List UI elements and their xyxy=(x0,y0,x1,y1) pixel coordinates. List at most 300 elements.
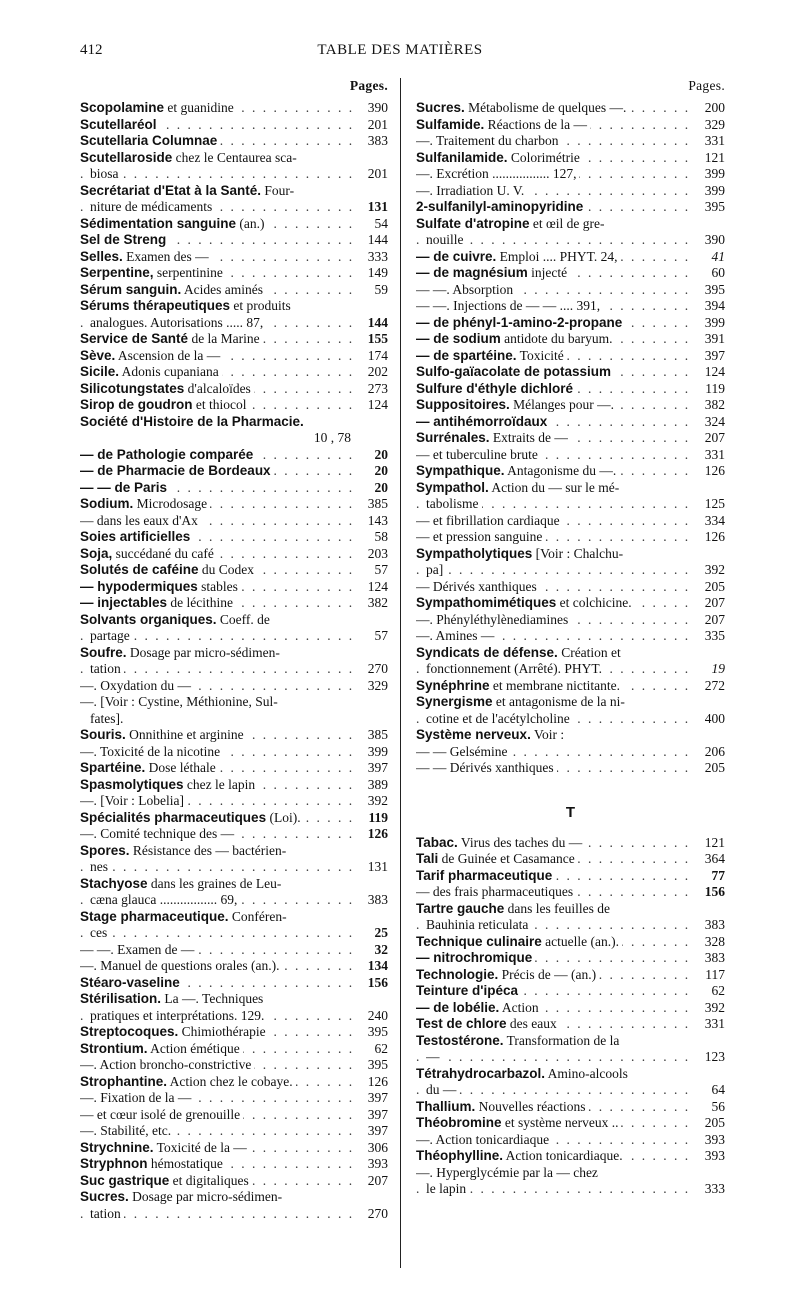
entry-page: 143 xyxy=(365,513,388,530)
entry-detail: des eaux xyxy=(506,1016,557,1031)
entry-page: 56 xyxy=(709,1099,726,1116)
entry-page: 392 xyxy=(365,793,388,810)
entry-text xyxy=(416,183,527,200)
entry-detail: pratiques et interprétations. 129. xyxy=(90,1007,265,1023)
index-entry xyxy=(80,529,388,546)
entry-detail: Dose léthale xyxy=(145,760,216,775)
page-number: 412 xyxy=(80,42,103,58)
entry-text xyxy=(416,150,583,167)
entry-detail: Amino-alcools xyxy=(545,1065,628,1081)
entry-text xyxy=(416,397,617,414)
entry-text xyxy=(416,934,622,951)
entry-detail: injecté xyxy=(527,265,568,280)
index-entry xyxy=(80,282,388,299)
index-entry xyxy=(416,1181,725,1198)
entry-text xyxy=(80,694,281,711)
entry-detail: Action émétique xyxy=(147,1040,240,1056)
entry-text xyxy=(80,958,282,975)
entry-text xyxy=(80,496,210,513)
entry-page: 331 xyxy=(702,447,725,464)
entry-page: 395 xyxy=(365,1057,388,1074)
entry-detail: — et cœur isolé de grenouille xyxy=(80,1106,241,1122)
entry-text xyxy=(80,975,183,992)
entry-detail: Voir : xyxy=(530,727,565,742)
entry-text xyxy=(80,150,300,167)
entry-heading: Solvants organiques. xyxy=(80,611,217,627)
index-entry xyxy=(80,381,388,398)
index-entry xyxy=(416,1016,725,1033)
index-entry xyxy=(80,975,388,992)
index-entry xyxy=(416,513,725,530)
entry-text xyxy=(90,711,126,728)
entry-detail: cæna glauca ................. 69, xyxy=(90,892,238,907)
entry-detail: Four- xyxy=(261,182,295,198)
entry-page: 207 xyxy=(702,595,725,612)
entry-detail: — — Gelsémine xyxy=(416,743,508,759)
index-entry xyxy=(80,1041,388,1058)
entry-detail: fonctionnement (Arrêté). PHYT. xyxy=(426,661,602,676)
entry-page: 119 xyxy=(365,810,388,827)
entry-detail: Action chez le cobaye. xyxy=(167,1073,293,1089)
entry-detail: —. [Voir : Lobelia] xyxy=(80,793,184,808)
entry-text xyxy=(416,216,607,233)
entry-heading: — de phényl-1-amino-2-propane xyxy=(416,314,623,330)
entry-page: 393 xyxy=(702,1132,725,1149)
entry-detail: Ascension de la — xyxy=(115,347,221,363)
entry-heading: — de spartéine. xyxy=(416,347,517,363)
entry-text xyxy=(80,249,212,266)
index-entry xyxy=(416,661,725,678)
index-entry xyxy=(80,711,388,728)
entry-detail: —. Manuel de questions orales (an.). xyxy=(80,958,280,973)
entry-text xyxy=(80,1074,296,1091)
entry-detail: antidote du baryum. xyxy=(500,331,613,346)
entry-text xyxy=(416,199,586,216)
entry-detail: — et fibrillation cardiaque xyxy=(416,512,560,528)
leader-dots xyxy=(80,859,354,876)
entry-detail: dans les graines de Leu- xyxy=(147,875,282,891)
entry-heading: — de lobélie. xyxy=(416,999,500,1015)
index-entry xyxy=(416,1049,725,1066)
entry-text xyxy=(416,694,628,711)
entry-heading: — injectables xyxy=(80,595,168,610)
entry-text xyxy=(426,1082,459,1099)
index-entry xyxy=(416,694,725,711)
entry-detail: Nouvelles réactions xyxy=(475,1098,586,1114)
index-entry xyxy=(416,331,725,348)
entry-detail: — —. Examen de — xyxy=(80,941,195,957)
index-entry xyxy=(80,447,388,464)
index-entry xyxy=(416,430,725,447)
entry-text xyxy=(416,282,516,299)
entry-heading: Technologie. xyxy=(416,966,499,982)
entry-text xyxy=(80,1090,194,1107)
entry-text xyxy=(90,925,110,942)
index-entry xyxy=(80,1173,388,1190)
index-entry xyxy=(416,1000,725,1017)
index-entry xyxy=(416,397,725,414)
entry-page: 25 xyxy=(372,925,389,942)
index-entry xyxy=(416,727,725,744)
entry-text xyxy=(416,513,563,530)
entry-heading: Sympatholytiques xyxy=(416,545,533,561)
entry-detail: —. Hyperglycémie par la — chez xyxy=(416,1164,598,1180)
leader-dots xyxy=(80,925,354,942)
entry-heading: — nitrochromique xyxy=(416,950,533,965)
entry-heading: Sympathomimétiques xyxy=(416,595,557,610)
entry-heading: Technique culinaire xyxy=(416,933,542,949)
index-entry xyxy=(80,1008,388,1025)
index-entry xyxy=(80,909,388,926)
index-entry xyxy=(80,430,388,447)
entry-text xyxy=(416,315,625,332)
entry-detail: succédané du café xyxy=(112,545,214,561)
entry-page: 385 xyxy=(365,727,388,744)
entry-heading: Stage pharmaceutique. xyxy=(80,908,229,924)
index-entry xyxy=(416,1115,725,1132)
index-entry xyxy=(80,513,388,530)
index-entry xyxy=(416,760,725,777)
index-entry xyxy=(416,265,725,282)
entry-page: 57 xyxy=(372,628,389,645)
entry-page: 60 xyxy=(709,265,726,282)
entry-page: 32 xyxy=(372,942,389,959)
entry-detail: —. Amines — xyxy=(416,628,495,643)
index-entry xyxy=(416,133,725,150)
index-entry xyxy=(80,942,388,959)
entry-heading: Sève. xyxy=(80,347,116,363)
entry-heading: Strophantine. xyxy=(80,1073,167,1089)
entry-page: 329 xyxy=(365,678,388,695)
index-entry xyxy=(416,934,725,951)
entry-page: 155 xyxy=(365,331,388,348)
entry-text xyxy=(416,595,635,612)
entry-page: 385 xyxy=(365,496,388,513)
entry-page: 394 xyxy=(702,298,725,315)
index-entry xyxy=(416,249,725,266)
entry-text xyxy=(416,1148,626,1165)
entry-page: 207 xyxy=(702,430,725,447)
entry-page: 126 xyxy=(365,1074,388,1091)
entry-text xyxy=(416,546,626,563)
entry-detail: —. Stabilité, etc. xyxy=(80,1123,172,1138)
entry-heading: 2-sulfanilyl-aminopyridine xyxy=(416,199,584,214)
entry-text xyxy=(80,612,273,629)
entry-heading: Tartre gauche xyxy=(416,900,505,916)
entry-text xyxy=(80,678,194,695)
index-entry xyxy=(80,645,388,662)
entry-page: 324 xyxy=(702,414,725,431)
entry-page: 331 xyxy=(702,133,725,150)
index-entry xyxy=(416,298,725,315)
entry-heading: Tétrahydrocarbazol. xyxy=(416,1065,546,1081)
entry-detail: et guanidine xyxy=(164,100,234,115)
entry-detail: — des frais pharmaceutiques xyxy=(416,884,574,899)
index-entry xyxy=(416,282,725,299)
index-entry xyxy=(416,100,725,117)
entry-text xyxy=(416,1000,542,1017)
pages-label: Pages. xyxy=(688,78,725,93)
index-entry xyxy=(416,463,725,480)
index-entry xyxy=(80,1206,388,1223)
entry-heading: Suc gastrique xyxy=(80,1172,170,1188)
index-entry xyxy=(416,480,725,497)
entry-detail: — — Dérivés xanthiques xyxy=(416,760,554,775)
index-entry xyxy=(416,183,725,200)
entry-heading: Sympathol. xyxy=(416,479,489,495)
entry-text xyxy=(80,909,290,926)
entry-page: 391 xyxy=(702,331,725,348)
index-entry xyxy=(80,216,388,233)
entry-text xyxy=(416,645,624,662)
entry-text xyxy=(80,579,241,596)
entry-page: 205 xyxy=(702,579,725,596)
entry-detail: et membrane nictitante. xyxy=(489,677,620,693)
index-entry xyxy=(416,645,725,662)
entry-detail: Acides aminés xyxy=(181,281,264,297)
entry-text xyxy=(416,983,521,1000)
entry-text xyxy=(416,868,555,885)
entry-detail: ces xyxy=(90,925,108,940)
index-entry xyxy=(416,546,725,563)
entry-detail: stables xyxy=(197,578,238,594)
entry-text xyxy=(416,1016,560,1033)
index-entry xyxy=(416,835,725,852)
entry-text xyxy=(80,331,263,348)
entry-text xyxy=(80,826,237,843)
entry-text xyxy=(416,381,576,398)
entry-detail: et produits xyxy=(230,298,291,313)
entry-text xyxy=(80,397,250,414)
entry-text xyxy=(416,1165,601,1182)
index-list-t xyxy=(416,835,725,1198)
index-entry xyxy=(80,612,388,629)
entry-detail: partage xyxy=(90,628,130,643)
entry-heading: Test de chlore xyxy=(416,1016,507,1031)
entry-text xyxy=(416,348,567,365)
entry-text xyxy=(80,216,268,233)
entry-detail: Précis de — (an.) xyxy=(498,966,597,982)
leader-dots xyxy=(416,562,691,579)
index-entry xyxy=(416,612,725,629)
entry-page: 270 xyxy=(365,661,388,678)
entry-page: 306 xyxy=(365,1140,388,1157)
entry-text xyxy=(80,133,220,150)
entry-page: 383 xyxy=(702,950,725,967)
index-entry xyxy=(416,1033,725,1050)
entry-text xyxy=(416,331,616,348)
entry-text xyxy=(416,1099,588,1116)
entry-detail: chez le lapin xyxy=(183,776,256,792)
index-entry xyxy=(416,1132,725,1149)
entry-detail: —. Traitement du charbon xyxy=(416,133,559,148)
index-entry xyxy=(416,595,725,612)
entry-text xyxy=(80,777,258,794)
entry-text xyxy=(416,249,621,266)
entry-heading: Synéphrine xyxy=(416,677,490,693)
index-entry xyxy=(416,868,725,885)
index-entry xyxy=(80,579,388,596)
entry-page: 397 xyxy=(702,348,725,365)
entry-text xyxy=(416,967,599,984)
index-entry xyxy=(416,364,725,381)
entry-detail: tation xyxy=(90,1205,121,1221)
entry-page: 333 xyxy=(702,1181,725,1198)
entry-page: 395 xyxy=(365,1024,388,1041)
index-entry xyxy=(80,150,388,167)
entry-detail: Examen des — xyxy=(122,248,209,264)
index-entry xyxy=(416,414,725,431)
entry-detail: Antagonisme du —. xyxy=(504,463,617,478)
entry-text xyxy=(90,628,133,645)
index-entry xyxy=(80,1123,388,1140)
entry-text xyxy=(80,265,226,282)
entry-detail: et digitaliques xyxy=(169,1172,249,1188)
entry-page: 119 xyxy=(702,381,725,398)
entry-text xyxy=(90,199,215,216)
index-entry xyxy=(416,579,725,596)
entry-page: 395 xyxy=(702,282,725,299)
entry-heading: Strontium. xyxy=(80,1040,148,1056)
index-entry xyxy=(80,694,388,711)
index-list-right xyxy=(416,100,725,777)
entry-heading: Selles. xyxy=(80,248,123,264)
index-entry xyxy=(80,777,388,794)
entry-text xyxy=(416,579,540,596)
entry-detail: Création et xyxy=(557,644,621,660)
entry-text xyxy=(80,480,170,497)
entry-heading: Sucres. xyxy=(416,100,465,115)
entry-text xyxy=(416,678,623,695)
entry-page: 205 xyxy=(702,1115,725,1132)
index-entry xyxy=(80,991,388,1008)
entry-page: 399 xyxy=(702,315,725,332)
index-entry xyxy=(80,133,388,150)
index-entry xyxy=(416,1066,725,1083)
index-entry xyxy=(80,562,388,579)
entry-page: 206 xyxy=(702,744,725,761)
entry-text xyxy=(80,348,223,365)
index-entry xyxy=(416,950,725,967)
entry-text xyxy=(80,381,254,398)
entry-text xyxy=(80,1041,243,1058)
entry-text xyxy=(90,315,266,332)
entry-text xyxy=(416,950,535,967)
entry-heading: Spores. xyxy=(80,842,130,858)
entry-heading: Stachyose xyxy=(80,875,148,891)
column-divider xyxy=(400,78,401,1268)
entry-text xyxy=(416,628,497,645)
entry-detail: Colorimétrie xyxy=(507,149,580,165)
entry-page: 383 xyxy=(702,917,725,934)
entry-text xyxy=(80,1123,174,1140)
index-entry xyxy=(416,711,725,728)
entry-detail: Mélanges pour —. xyxy=(509,397,614,412)
entry-detail: du Codex xyxy=(198,562,255,577)
entry-detail: Réactions de la — xyxy=(484,116,587,132)
entry-heading: Secrétariat d'Etat à la Santé. xyxy=(80,182,262,198)
entry-detail: Coeff. de xyxy=(216,611,270,627)
entry-detail: Action du — sur le mé- xyxy=(488,479,620,495)
entry-page: 382 xyxy=(365,595,388,612)
entry-detail: tabolisme xyxy=(426,496,479,511)
index-entry xyxy=(80,397,388,414)
entry-heading: Sulfo-gaïacolate de potassium xyxy=(416,364,612,379)
entry-text xyxy=(80,529,193,546)
entry-page: 392 xyxy=(702,1000,725,1017)
entry-detail: nes xyxy=(90,859,108,874)
index-entry xyxy=(80,793,388,810)
index-entry xyxy=(80,958,388,975)
entry-heading: Sodium. xyxy=(80,496,134,511)
entry-page: 390 xyxy=(365,100,388,117)
entry-heading: Souris. xyxy=(80,727,126,742)
pages-label: Pages. xyxy=(349,78,388,93)
entry-page: 174 xyxy=(365,348,388,365)
entry-heading: Sucres. xyxy=(80,1189,129,1204)
index-entry xyxy=(80,727,388,744)
entry-heading: Stérilisation. xyxy=(80,991,162,1006)
entry-heading: Sirop de goudron xyxy=(80,397,193,412)
entry-heading: Scutellaria Columnae xyxy=(80,133,218,148)
entry-text xyxy=(416,117,590,134)
right-column xyxy=(416,78,725,1198)
entry-heading: Sérum sanguin. xyxy=(80,281,182,297)
entry-page: 335 xyxy=(702,628,725,645)
index-entry xyxy=(80,100,388,117)
index-entry xyxy=(80,1156,388,1173)
entry-detail: de Guinée et Casamance xyxy=(438,851,575,866)
index-entry xyxy=(416,199,725,216)
entry-heading: Tarif pharmaceutique xyxy=(416,867,553,883)
entry-detail: Toxicité de la — xyxy=(153,1139,247,1155)
entry-heading: — antihémorroïdaux xyxy=(416,413,548,429)
entry-text xyxy=(416,430,571,447)
entry-heading: Soies artificielles xyxy=(80,529,191,544)
entry-text xyxy=(80,1057,254,1074)
entry-page: 270 xyxy=(365,1206,388,1223)
entry-detail: dans les feuilles de xyxy=(504,900,611,916)
entry-page: 19 xyxy=(709,661,726,678)
entry-page: 395 xyxy=(702,199,725,216)
index-entry xyxy=(80,166,388,183)
entry-heading: Strychnine. xyxy=(80,1139,154,1155)
entry-text xyxy=(80,843,289,860)
index-entry xyxy=(416,117,725,134)
index-entry xyxy=(416,1082,725,1099)
entry-detail: hémostatique xyxy=(147,1156,223,1171)
index-entry xyxy=(416,348,725,365)
entry-text xyxy=(416,529,545,546)
entry-text xyxy=(80,727,247,744)
entry-text xyxy=(416,1115,621,1132)
entry-heading: Sulfate d'atropine xyxy=(416,215,530,231)
entry-page: 134 xyxy=(365,958,388,975)
entry-page: 41 xyxy=(709,249,726,266)
entry-page: 201 xyxy=(365,117,388,134)
entry-detail: Dosage par micro-sédimen- xyxy=(126,644,280,660)
entry-heading: Sulfamide. xyxy=(416,116,485,132)
entry-page: 328 xyxy=(702,934,725,951)
entry-heading: Stryphnon xyxy=(80,1156,148,1171)
entry-page: 240 xyxy=(365,1008,388,1025)
entry-page: 383 xyxy=(365,133,388,150)
entry-text xyxy=(416,901,613,918)
entry-page: 58 xyxy=(372,529,389,546)
entry-detail: et œil de gre- xyxy=(529,215,605,231)
index-entry xyxy=(80,744,388,761)
entry-detail: Chimiothérapie xyxy=(178,1024,266,1039)
